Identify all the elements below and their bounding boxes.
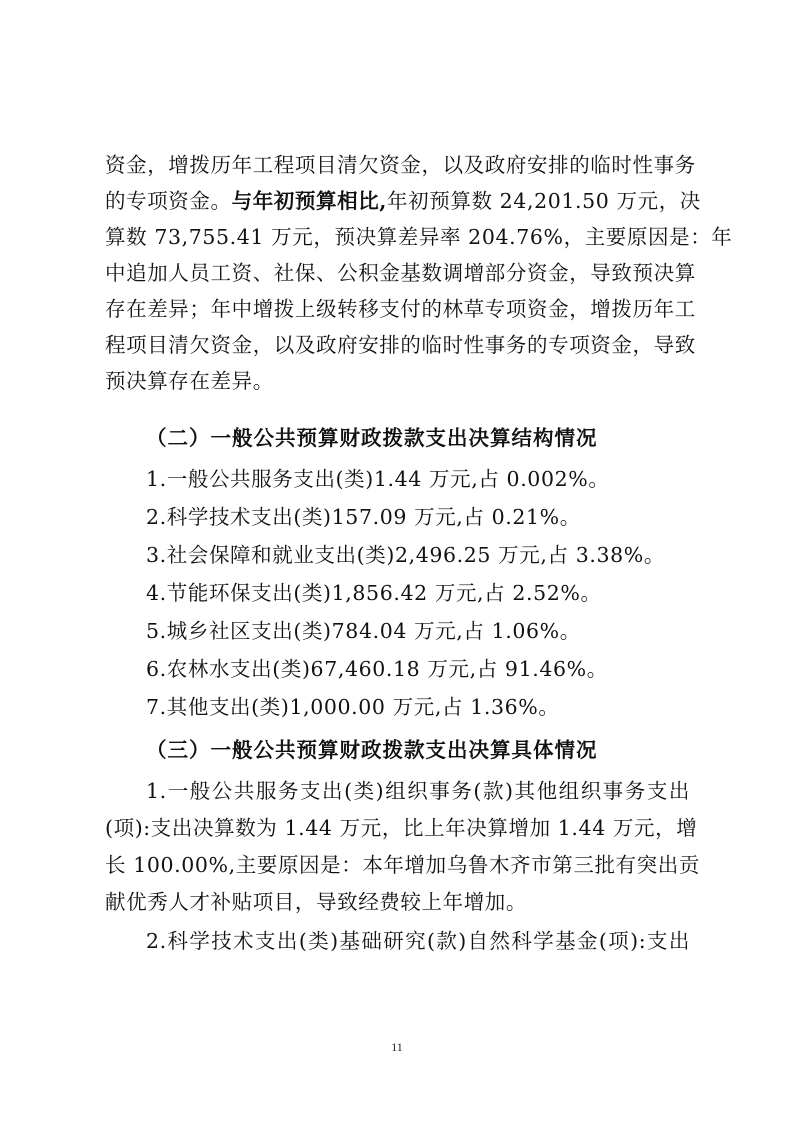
intro-line-2-rest: 年初预算数 24,201.50 万元，决 (387, 189, 701, 213)
section2-item-2: 2.科学技术支出(类)157.09 万元,占 0.21%。 (146, 505, 581, 529)
intro-line-2-start: 的专项资金。 (105, 189, 232, 213)
section3-para2-line-1: 2.科学技术支出(类)基础研究(款)自然科学基金(项):支出 (146, 929, 690, 953)
intro-line-6: 程项目清欠资金，以及政府安排的临时性事务的专项资金，导致 (105, 333, 696, 357)
section2-item-6: 6.农林水支出(类)67,460.18 万元,占 91.46%。 (146, 657, 608, 681)
section2-heading: （二）一般公共预算财政拨款支出决算结构情况 (146, 426, 598, 450)
intro-line-2-bold: 与年初预算相比, (231, 189, 388, 213)
section3-para1-line-4: 献优秀人才补贴项目，导致经费较上年增加。 (105, 890, 527, 914)
section3-para1-line-1: 1.一般公共服务支出(类)组织事务(款)其他组织事务支出 (146, 779, 690, 803)
section2-item-5: 5.城乡社区支出(类)784.04 万元,占 1.06%。 (146, 619, 581, 643)
section3-heading: （三）一般公共预算财政拨款支出决算具体情况 (146, 738, 598, 762)
section2-item-1: 1.一般公共服务支出(类)1.44 万元,占 0.002%。 (146, 467, 610, 491)
section3-para1-line-2: (项):支出决算数为 1.44 万元，比上年决算增加 1.44 万元，增 (105, 816, 698, 840)
intro-line-3: 算数 73,755.41 万元，预决算差异率 204.76%，主要原因是：年 (105, 225, 733, 249)
intro-line-7: 预决算存在差异。 (105, 369, 274, 393)
intro-line-5: 存在差异；年中增拨上级转移支付的林草专项资金，增拨历年工 (105, 297, 696, 321)
section2-item-3: 3.社会保障和就业支出(类)2,496.25 万元,占 3.38%。 (146, 543, 665, 567)
section2-item-7: 7.其他支出(类)1,000.00 万元,占 1.36%。 (146, 695, 560, 719)
section3-para1-line-3: 长 100.00%,主要原因是：本年增加乌鲁木齐市第三批有突出贡 (105, 853, 700, 877)
page-number: 11 (391, 1040, 403, 1054)
intro-line-1: 资金，增拨历年工程项目清欠资金，以及政府安排的临时性事务 (105, 153, 696, 177)
section2-item-4: 4.节能环保支出(类)1,856.42 万元,占 2.52%。 (146, 581, 602, 605)
intro-line-2 (105, 186, 701, 216)
intro-line-4: 中追加人员工资、社保、公积金基数调增部分资金，导致预决算 (105, 261, 696, 285)
